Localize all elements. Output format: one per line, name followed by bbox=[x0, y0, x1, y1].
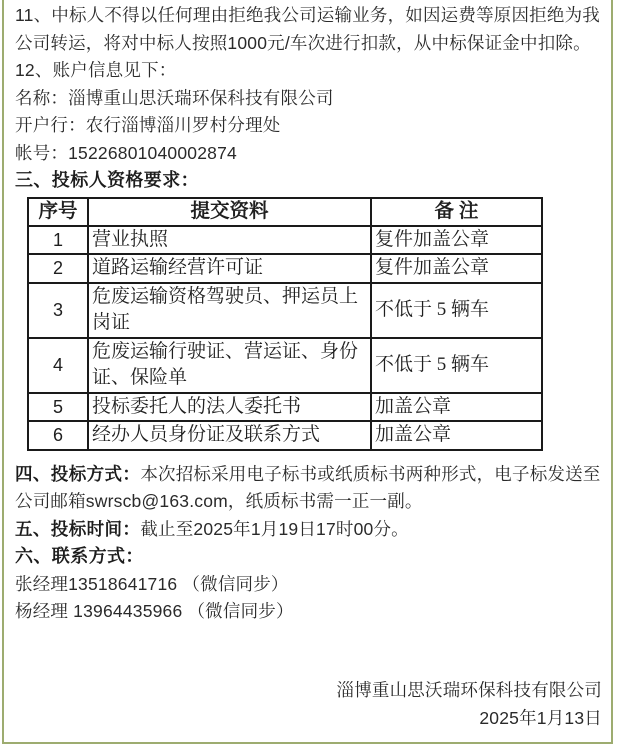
cell-material: 经办人员身份证及联系方式 bbox=[88, 421, 371, 450]
cell-note: 加盖公章 bbox=[371, 421, 542, 450]
cell-note: 不低于 5 辆车 bbox=[371, 338, 542, 393]
header-note: 备 注 bbox=[371, 198, 542, 226]
cell-material: 危废运输行驶证、营运证、身份证、保险单 bbox=[88, 338, 371, 393]
cell-note: 复件加盖公章 bbox=[371, 254, 542, 283]
table-row bbox=[28, 393, 542, 421]
cell-material: 投标委托人的法人委托书 bbox=[88, 393, 371, 421]
cell-note: 复件加盖公章 bbox=[371, 226, 542, 254]
qualification-table bbox=[27, 197, 543, 451]
cell-material: 营业执照 bbox=[88, 226, 371, 254]
cell-material: 危废运输资格驾驶员、押运员上岗证 bbox=[88, 283, 371, 338]
account-number-line: 帐号：15226801040002874 bbox=[15, 142, 237, 163]
cell-seq: 2 bbox=[28, 254, 88, 283]
section5-line bbox=[15, 516, 602, 544]
cell-seq: 4 bbox=[28, 338, 88, 393]
section4-line2: 公司邮箱swrscb@163.com，纸质标书需一正一副。 bbox=[15, 491, 423, 511]
account-name-line: 名称：淄博重山思沃瑞环保科技有限公司 bbox=[15, 87, 334, 108]
clause11-line1: 11、中标人不得以任何理由拒绝我公司运输业务，如因运费等原因拒绝为我 bbox=[15, 5, 600, 25]
cell-seq: 3 bbox=[28, 283, 88, 338]
cell-note: 加盖公章 bbox=[371, 393, 542, 421]
signature-block bbox=[15, 676, 602, 732]
section4-line1 bbox=[15, 461, 602, 489]
cell-seq: 1 bbox=[28, 226, 88, 254]
table-row bbox=[28, 338, 542, 393]
contact-zhang-line: 张经理13518641716 （微信同步） bbox=[15, 573, 289, 594]
header-seq: 序号 bbox=[28, 198, 88, 226]
signature-date: 2025年1月13日 bbox=[479, 707, 602, 728]
section3-title: 三、投标人资格要求： bbox=[15, 170, 199, 190]
table-row bbox=[28, 283, 542, 338]
table-row bbox=[28, 226, 542, 254]
cell-seq: 5 bbox=[28, 393, 88, 421]
cell-seq: 6 bbox=[28, 421, 88, 450]
contact-yang-line: 杨经理 13964435966 （微信同步） bbox=[15, 601, 294, 621]
bank-line: 开户行：农行淄博淄川罗村分理处 bbox=[15, 115, 281, 135]
section4-text: 本次招标采用电子标书或纸质标书两种形式，电子标发送至 bbox=[140, 463, 601, 484]
table-row bbox=[28, 254, 542, 283]
table-header-row bbox=[28, 198, 542, 226]
signature-company: 淄博重山思沃瑞环保科技有限公司 bbox=[336, 679, 602, 700]
cell-material: 道路运输经营许可证 bbox=[88, 254, 371, 283]
section6-title: 六、联系方式： bbox=[15, 546, 144, 566]
section4-label: 四、投标方式： bbox=[15, 463, 141, 484]
cell-note: 不低于 5 辆车 bbox=[371, 283, 542, 338]
header-material: 提交资料 bbox=[88, 198, 371, 226]
clause12-line: 12、账户信息见下： bbox=[15, 60, 177, 80]
section5-label: 五、投标时间： bbox=[15, 518, 141, 539]
clause11-line2: 公司转运，将对中标人按照1000元/车次进行扣款，从中标保证金中扣除。 bbox=[15, 32, 591, 53]
section5-text: 截止至2025年1月19日17时00分。 bbox=[140, 518, 409, 539]
table-row bbox=[28, 421, 542, 450]
